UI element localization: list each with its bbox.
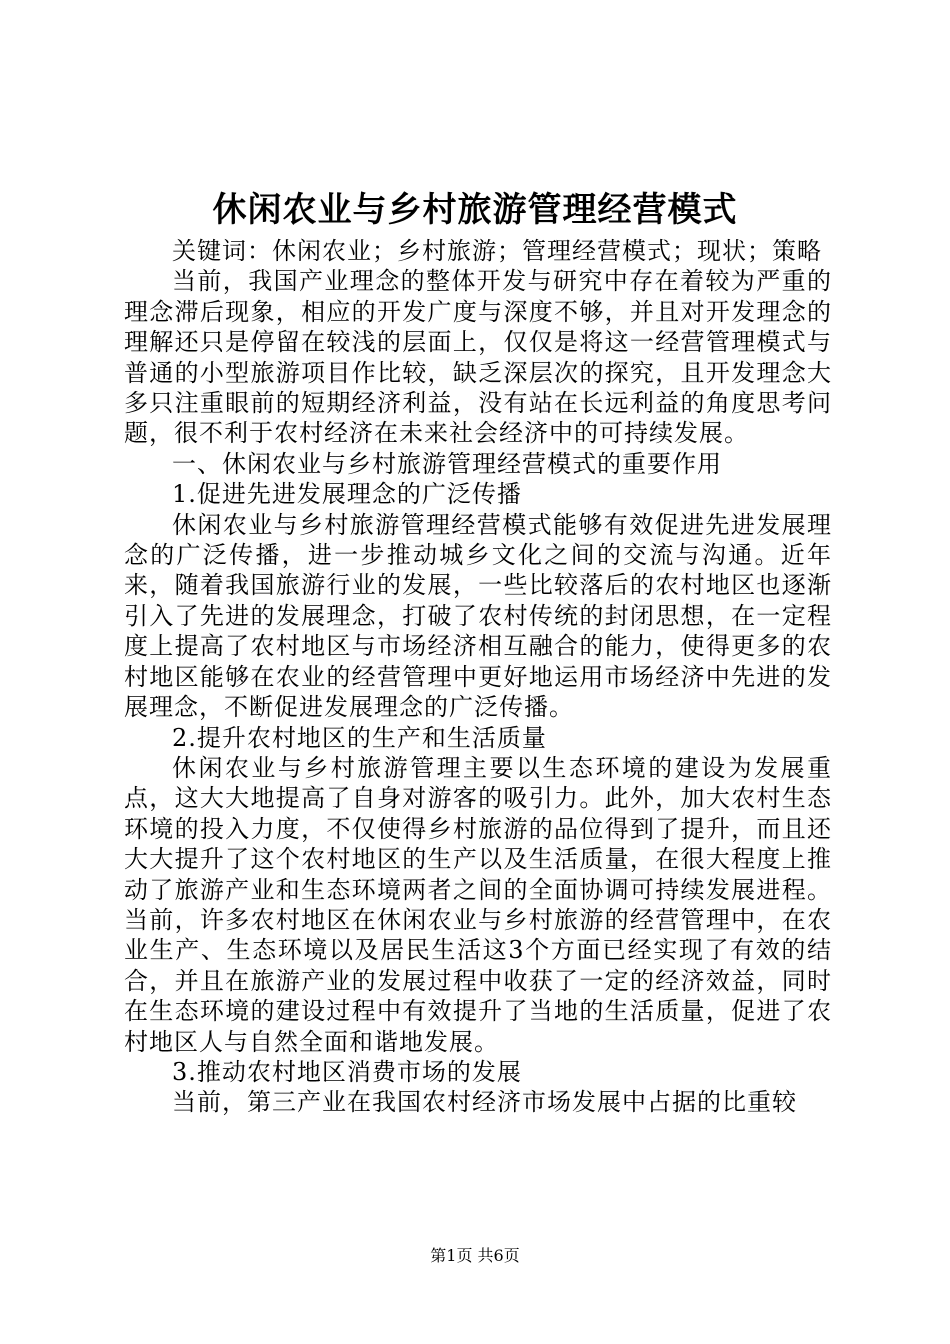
intro-paragraph: 当前，我国产业理念的整体开发与研究中存在着较为严重的理念滞后现象，相应的开发广度与深度不够，并且对开发理念的理解还只是停留在较浅的层面上，仅仅是将这一经营管理模式与普通的小型旅游项目作比较，缺乏深层次的探究，且开发理念大多只注重眼前的短期经济利益，没有站在长远利益的角度思考问题，很不利于农村经济在未来社会经济中的可持续发展。 [124,267,832,448]
subheading-3: 3.推动农村地区消费市场的发展 [172,1057,522,1086]
subheading-2: 2.提升农村地区的生产和生活质量 [172,723,547,752]
subheading-1: 1.促进先进发展理念的广泛传播 [172,480,522,509]
document-body [124,236,832,1118]
body-paragraph-1: 休闲农业与乡村旅游管理经营模式能够有效促进先进发展理念的广泛传播，进一步推动城乡文化之间的交流与沟通。近年来，随着我国旅游行业的发展，一些比较落后的农村地区也逐渐引入了先进的发展理念，打破了农村传统的封闭思想，在一定程度上提高了农村地区与市场经济相互融合的能力，使得更多的农村地区能够在农业的经营管理中更好地运用市场经济中先进的发展理念，不断促进发展理念的广泛传播。 [124,510,832,722]
page-number-footer: 第1页 共6页 [430,1246,520,1265]
section-heading-1: 一、休闲农业与乡村旅游管理经营模式的重要作用 [172,449,722,478]
keywords-paragraph: 关键词：休闲农业；乡村旅游；管理经营模式；现状；策略 [172,237,822,265]
body-paragraph-2: 休闲农业与乡村旅游管理主要以生态环境的建设为发展重点，这大大地提高了自身对游客的吸引力。此外，加大农村生态环境的投入力度，不仅使得乡村旅游的品位得到了提升，而且还大大提升了这个农村地区的生产以及生活质量，在很大程度上推动了旅游产业和生态环境两者之间的全面协调可持续发展进程。当前，许多农村地区在休闲农业与乡村旅游的经营管理中，在农业生产、生态环境以及居民生活这3个方面已经实现了有效的结合，并且在旅游产业的发展过程中收获了一定的经济效益，同时在生态环境的建设过程中有效提升了当地的生活质量，促进了农村地区人与自然全面和谐地发展。 [124,753,832,1056]
document-title: 休闲农业与乡村旅游管理经营模式 [212,190,738,230]
body-paragraph-3: 当前，第三产业在我国农村经济市场发展中占据的比重较 [172,1088,797,1117]
